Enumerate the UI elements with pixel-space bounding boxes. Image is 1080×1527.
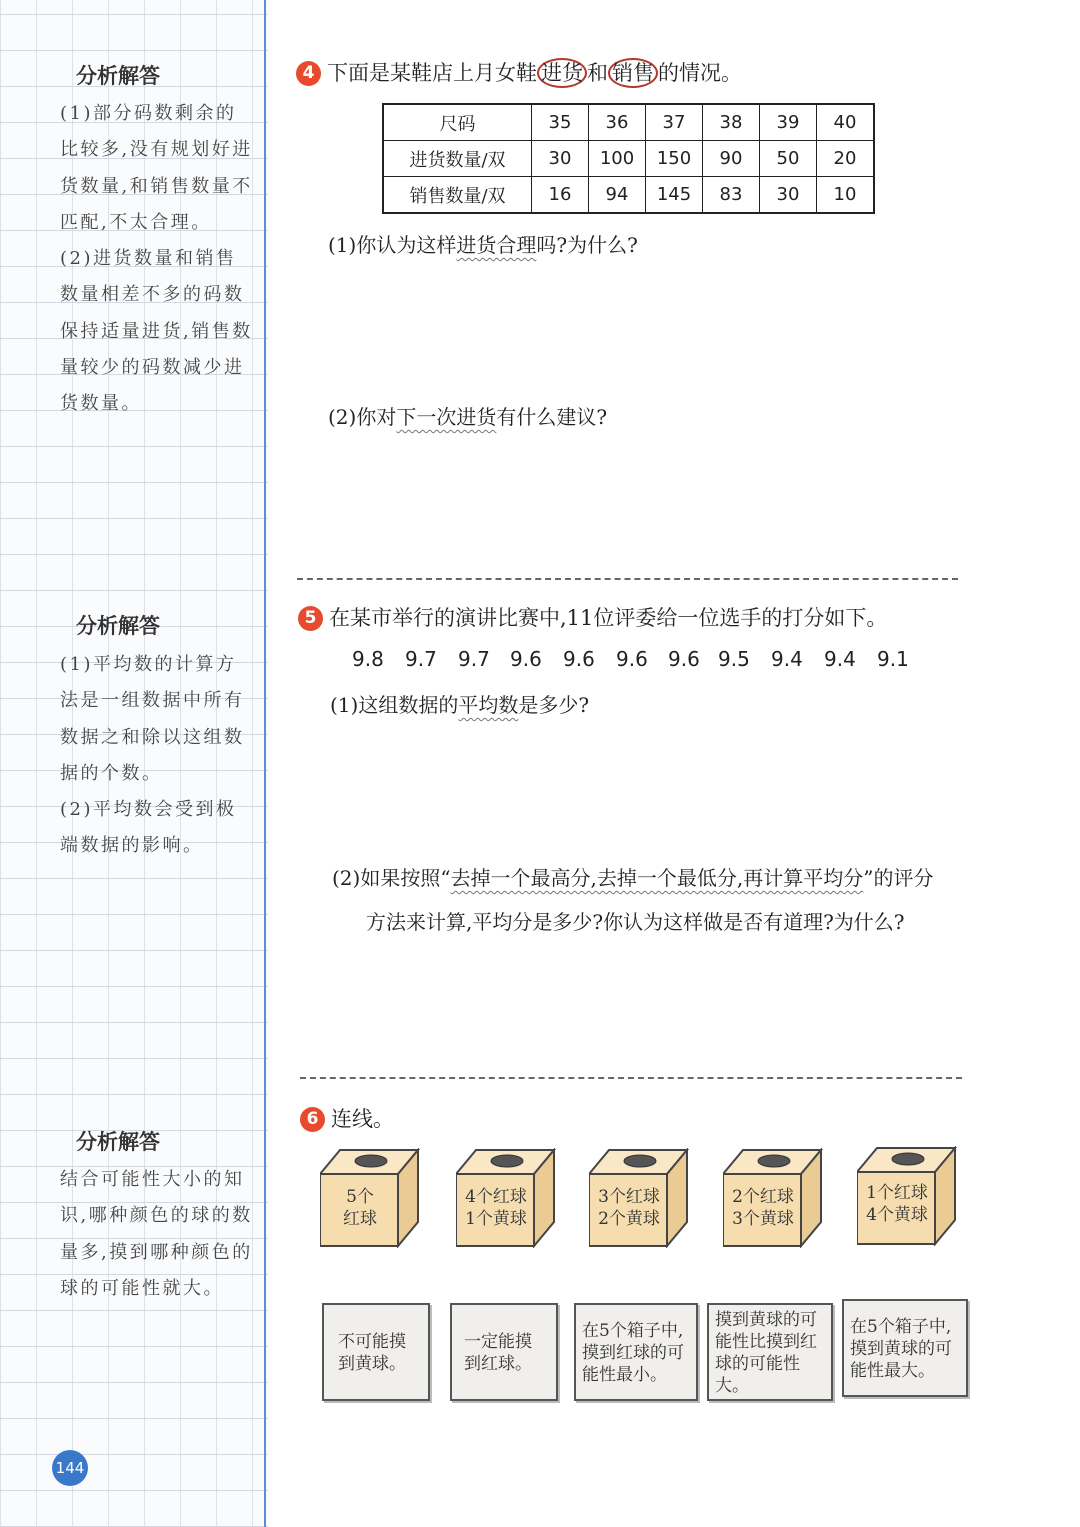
statement-card[interactable] <box>322 1303 430 1401</box>
wavy-underlined-text: 去掉一个最高分,去掉一个最低分,再计算平均分 <box>450 866 864 890</box>
analysis-text-3 <box>60 1162 256 1307</box>
question-text: (1)你认为这样 <box>328 233 457 257</box>
question-text: 和 <box>587 61 608 85</box>
question-text: (2)如果按照“ <box>332 866 451 890</box>
table-cell: 100 <box>589 141 646 177</box>
question-text: (1)这组数据的 <box>330 693 459 717</box>
table-cell: 30 <box>760 177 817 214</box>
ball-box <box>589 1148 689 1248</box>
circled-word: 进货 <box>537 58 587 88</box>
analysis-text-2 <box>60 647 256 865</box>
question-number-badge: 4 <box>296 61 321 86</box>
table-cell: 150 <box>646 141 703 177</box>
card-text: 摸到黄球的可能性比摸到红球的可能性大。 <box>715 1310 817 1396</box>
analysis-title-2: 分析解答 <box>76 614 160 638</box>
score-value: 9.8 <box>352 647 384 671</box>
question-text: 的情况。 <box>658 61 742 85</box>
score-value: 9.4 <box>771 647 803 671</box>
score-value: 9.6 <box>510 647 542 671</box>
box-label-line: 1个红球 <box>866 1183 928 1203</box>
score-value: 9.5 <box>718 647 750 671</box>
table-cell: 30 <box>532 141 589 177</box>
box-label-line: 4个黄球 <box>866 1205 928 1225</box>
question-text: 有什么建议? <box>496 405 608 429</box>
question-4-part-2 <box>328 401 607 430</box>
box-label-line: 红球 <box>343 1209 377 1229</box>
analysis-title-1: 分析解答 <box>76 64 160 88</box>
question-text: ”的评分 <box>863 866 934 890</box>
statement-card[interactable] <box>450 1303 558 1401</box>
table-cell: 94 <box>589 177 646 214</box>
question-5-part-2-line-2: 方法来计算,平均分是多少?你认为这样做是否有道理?为什么? <box>366 910 905 934</box>
sidebar-divider <box>264 0 266 1527</box>
ball-box <box>723 1148 823 1248</box>
question-text: 是多少? <box>518 693 590 717</box>
card-text: 一定能摸到红球。 <box>464 1332 532 1374</box>
analysis-paragraph: (2)进货数量和销售数量相差不多的码数保持适量进货,销售数量较少的码数减少进货数量。 <box>60 248 253 415</box>
table-cell: 145 <box>646 177 703 214</box>
section-divider <box>300 1077 962 1079</box>
table-cell: 50 <box>760 141 817 177</box>
score-value: 9.7 <box>458 647 490 671</box>
box-label-line: 5个 <box>346 1187 374 1207</box>
question-5-heading <box>298 602 887 632</box>
section-divider <box>297 578 958 580</box>
table-header-cell: 销售数量/双 <box>383 177 532 214</box>
question-5-part-1 <box>330 689 589 718</box>
score-value: 9.7 <box>405 647 437 671</box>
analysis-paragraph: (1)平均数的计算方法是一组数据中所有数据之和除以这组数据的个数。 <box>60 654 245 784</box>
statement-card[interactable] <box>574 1303 698 1401</box>
score-value: 9.1 <box>877 647 909 671</box>
table-cell: 90 <box>703 141 760 177</box>
table-cell: 35 <box>532 104 589 141</box>
box-label-line: 1个黄球 <box>465 1209 527 1229</box>
table-cell: 40 <box>817 104 875 141</box>
question-text: 吗?为什么? <box>536 233 638 257</box>
card-text: 在5个箱子中,摸到红球的可能性最小。 <box>582 1321 684 1385</box>
table-row <box>383 104 874 141</box>
question-text: 连线。 <box>331 1107 394 1131</box>
table-cell: 16 <box>532 177 589 214</box>
question-number-badge: 5 <box>298 606 323 631</box>
table-cell: 36 <box>589 104 646 141</box>
ball-box <box>456 1148 556 1248</box>
question-4-heading <box>296 57 742 87</box>
statement-card[interactable] <box>842 1299 968 1397</box>
score-value: 9.6 <box>563 647 595 671</box>
table-row <box>383 141 874 177</box>
card-text: 在5个箱子中,摸到黄球的可能性最大。 <box>850 1317 952 1381</box>
table-row <box>383 177 874 214</box>
shoe-table <box>382 103 875 214</box>
page-number: 144 <box>52 1450 88 1486</box>
question-text: 在某市举行的演讲比赛中,11位评委给一位选手的打分如下。 <box>329 606 888 630</box>
table-cell: 83 <box>703 177 760 214</box>
question-number-badge: 6 <box>300 1107 325 1132</box>
table-cell: 10 <box>817 177 875 214</box>
table-cell: 37 <box>646 104 703 141</box>
card-text: 不可能摸到黄球。 <box>338 1332 406 1374</box>
ball-box <box>320 1148 420 1248</box>
question-6-heading <box>300 1103 394 1133</box>
box-label-line: 2个黄球 <box>598 1209 660 1229</box>
ball-box <box>857 1146 957 1246</box>
box-label-line: 2个红球 <box>732 1187 794 1207</box>
analysis-paragraph: 结合可能性大小的知识,哪种颜色的球的数量多,摸到哪种颜色的球的可能性就大。 <box>60 1169 253 1299</box>
question-text: (2)你对 <box>328 405 397 429</box>
table-cell: 38 <box>703 104 760 141</box>
wavy-underlined-text: 平均数 <box>458 693 519 717</box>
question-text: 下面是某鞋店上月女鞋 <box>327 61 537 85</box>
circled-word: 销售 <box>608 58 658 88</box>
box-label-line: 3个黄球 <box>732 1209 794 1229</box>
box-label-line: 3个红球 <box>598 1187 660 1207</box>
analysis-text-1 <box>60 96 256 423</box>
box-label-line: 4个红球 <box>465 1187 527 1207</box>
statement-card[interactable] <box>707 1303 833 1401</box>
table-header-cell: 进货数量/双 <box>383 141 532 177</box>
wavy-underlined-text: 进货合理 <box>456 233 537 257</box>
analysis-title-3: 分析解答 <box>76 1130 160 1154</box>
score-value: 9.6 <box>616 647 648 671</box>
table-header-cell: 尺码 <box>383 104 532 141</box>
table-cell: 39 <box>760 104 817 141</box>
question-5-part-2 <box>332 862 934 891</box>
table-cell: 20 <box>817 141 875 177</box>
analysis-paragraph: (2)平均数会受到极端数据的影响。 <box>60 799 237 857</box>
score-value: 9.4 <box>824 647 856 671</box>
question-4-part-1 <box>328 229 638 258</box>
wavy-underlined-text: 下一次进货 <box>396 405 497 429</box>
score-value: 9.6 <box>668 647 700 671</box>
analysis-paragraph: (1)部分码数剩余的比较多,没有规划好进货数量,和销售数量不匹配,不太合理。 <box>60 103 253 233</box>
